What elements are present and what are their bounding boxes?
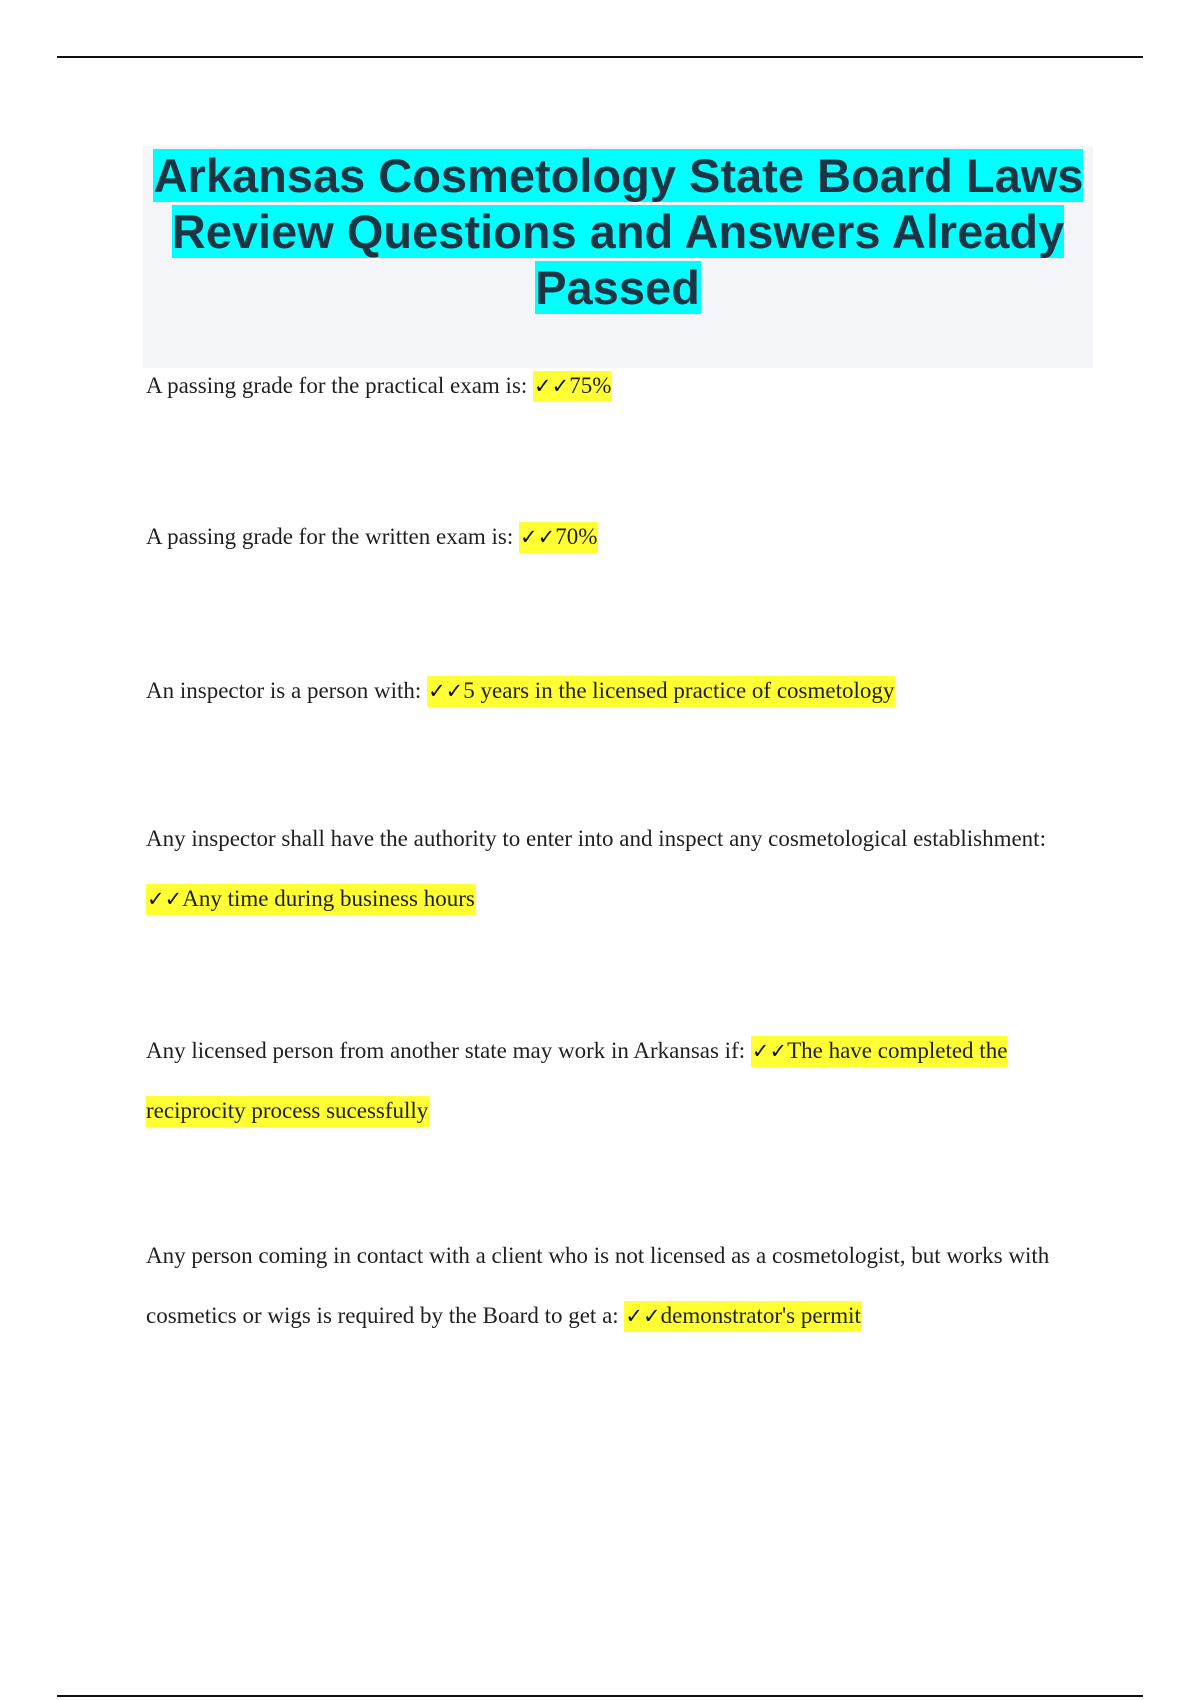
checkmark-icon: ✓✓	[751, 1039, 788, 1063]
question-text: Any licensed person from another state may work in Arkansas if:	[146, 1038, 751, 1063]
answer-text: The have completed the reciprocity process sucessfully	[146, 1038, 1008, 1123]
header-rule	[57, 56, 1143, 58]
qa-item	[146, 661, 1106, 721]
answer-text: 70%	[555, 524, 598, 549]
checkmark-icon: ✓✓	[428, 679, 464, 703]
answer-highlight	[427, 676, 895, 707]
qa-item	[146, 809, 1106, 929]
answer-highlight	[519, 522, 598, 553]
qa-item	[146, 507, 1106, 567]
checkmark-icon: ✓✓	[147, 887, 183, 911]
qa-item	[146, 356, 1106, 416]
checkmark-icon: ✓✓	[534, 374, 570, 398]
answer-highlight	[533, 371, 612, 402]
checkmark-icon: ✓✓	[625, 1304, 661, 1328]
footer-rule	[57, 1695, 1143, 1697]
qa-item	[146, 1021, 1106, 1141]
question-text: Any inspector shall have the authority to enter into and inspect any cosmetological establishment:	[146, 826, 1046, 851]
question-text: Any person coming in contact with a client who is not licensed as a cosmetologist, but works with cosmetics or wigs is required by the Board to get a:	[146, 1243, 1050, 1328]
answer-highlight	[624, 1301, 861, 1332]
answer-text: 75%	[569, 373, 612, 398]
title-block	[143, 146, 1093, 368]
answer-text: Any time during business hours	[182, 886, 475, 911]
checkmark-icon: ✓✓	[520, 525, 556, 549]
document-title: Arkansas Cosmetology State Board Laws Review Questions and Answers Already Passed	[153, 149, 1084, 314]
answer-text: demonstrator's permit	[660, 1303, 861, 1328]
question-text: An inspector is a person with:	[146, 678, 428, 703]
answer-text: 5 years in the licensed practice of cosmetology	[463, 678, 895, 703]
question-text: A passing grade for the practical exam is:	[146, 373, 534, 398]
qa-item	[146, 1226, 1106, 1346]
question-text: A passing grade for the written exam is:	[146, 524, 520, 549]
answer-highlight	[146, 884, 476, 915]
